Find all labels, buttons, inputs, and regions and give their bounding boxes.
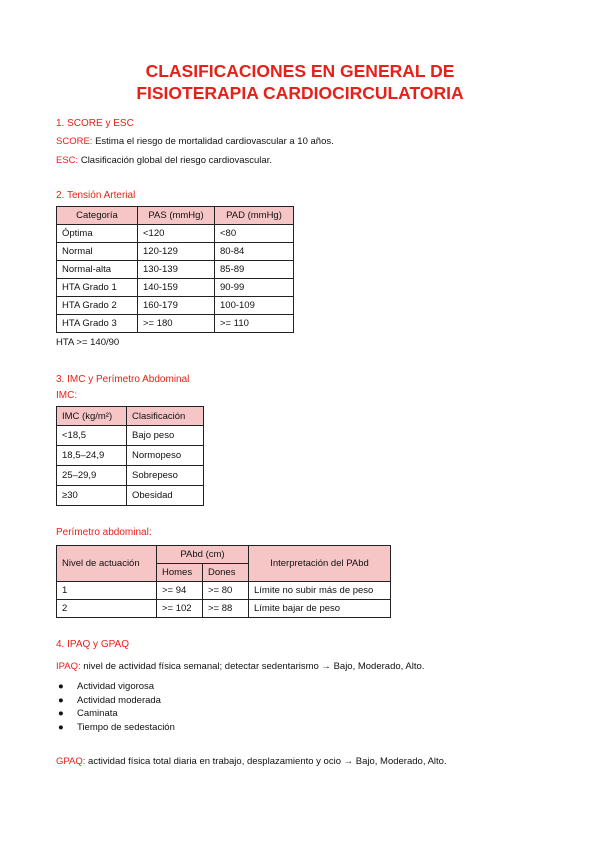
section-4-heading: 4. IPAQ y GPAQ: [56, 639, 129, 650]
esc-key: ESC:: [56, 155, 79, 166]
imc-table: [56, 406, 204, 506]
table-cell: Obesidad: [127, 486, 204, 506]
table-cell: 140-159: [138, 279, 215, 297]
table-cell: Sobrepeso: [127, 466, 204, 486]
hta-note: HTA >= 140/90: [56, 337, 120, 348]
table-cell: ≥30: [57, 486, 127, 506]
table-row: [57, 582, 391, 600]
table-cell: Normal: [57, 243, 138, 261]
table-row: [57, 261, 294, 279]
tension-header-cell: PAD (mmHg): [215, 207, 294, 225]
table-cell: Óptima: [57, 225, 138, 243]
list-item: [56, 707, 175, 721]
bullet-icon: ●: [58, 694, 64, 706]
section-2-heading: 2. Tensión Arterial: [56, 190, 136, 201]
list-item-text: Actividad vigorosa: [77, 681, 155, 692]
table-cell: 18,5–24,9: [57, 446, 127, 466]
section-3-heading: 3. IMC y Perímetro Abdominal: [56, 374, 190, 385]
pabd-header-pabd: PAbd (cm): [157, 546, 249, 564]
table-cell: 85-89: [215, 261, 294, 279]
table-cell: >= 88: [203, 600, 249, 618]
title-line-1: CLASIFICACIONES EN GENERAL DE: [145, 61, 455, 81]
table-row: [57, 225, 294, 243]
table-cell: >= 180: [138, 315, 215, 333]
imc-label: IMC:: [56, 390, 78, 401]
table-cell: >= 102: [157, 600, 203, 618]
table-row: [57, 279, 294, 297]
table-row: [57, 466, 204, 486]
pabd-header-nivel: Nivel de actuación: [57, 546, 157, 582]
section-1-heading: 1. SCORE y ESC: [56, 118, 134, 129]
table-cell: 1: [57, 582, 157, 600]
table-cell: 160-179: [138, 297, 215, 315]
page-title: [0, 60, 600, 104]
table-row: [57, 446, 204, 466]
pabd-header-interp: Interpretación del PAbd: [249, 546, 391, 582]
imc-header-cell: Clasificación: [127, 407, 204, 426]
list-item: [56, 694, 175, 708]
esc-text: Clasificación global del riesgo cardiovascular.: [78, 155, 272, 166]
title-line-2: FISIOTERAPIA CARDIOCIRCULATORIA: [136, 83, 464, 103]
table-row: [57, 486, 204, 506]
score-key: SCORE:: [56, 136, 93, 147]
list-item-text: Actividad moderada: [77, 694, 161, 706]
table-cell: 25–29,9: [57, 466, 127, 486]
table-cell: >= 94: [157, 582, 203, 600]
table-cell: HTA Grado 3: [57, 315, 138, 333]
table-row: [57, 426, 204, 446]
pabd-header-homes: Homes: [157, 564, 203, 582]
table-cell: 80-84: [215, 243, 294, 261]
ipaq-bullet-list: [56, 680, 175, 734]
table-cell: 130-139: [138, 261, 215, 279]
table-cell: <80: [215, 225, 294, 243]
table-cell: >= 110: [215, 315, 294, 333]
bullet-icon: ●: [58, 708, 64, 719]
table-cell: <18,5: [57, 426, 127, 446]
ipaq-key: IPAQ:: [56, 661, 81, 672]
gpaq-text: actividad física total diaria en trabajo, desplazamiento y ocio → Bajo, Moderado, Alto.: [85, 756, 447, 767]
table-cell: <120: [138, 225, 215, 243]
table-cell: HTA Grado 2: [57, 297, 138, 315]
table-cell: Normopeso: [127, 446, 204, 466]
table-cell: Normal-alta: [57, 261, 138, 279]
pabd-table: [56, 545, 391, 618]
score-line: [56, 136, 334, 147]
list-item-text: Tiempo de sedestación: [77, 721, 175, 733]
tension-table: [56, 206, 294, 333]
ipaq-line: [56, 661, 424, 672]
list-item: [56, 680, 175, 694]
pabd-label: Perímetro abdominal:: [56, 527, 152, 538]
tension-header-cell: PAS (mmHg): [138, 207, 215, 225]
ipaq-text: nivel de actividad física semanal; detectar sedentarismo → Bajo, Moderado, Alto.: [80, 661, 425, 672]
table-cell: Bajo peso: [127, 426, 204, 446]
table-cell: Límite bajar de peso: [249, 600, 391, 618]
table-cell: 2: [57, 600, 157, 618]
gpaq-key: GPAQ:: [56, 756, 86, 767]
tension-header-cell: Categoría: [57, 207, 138, 225]
table-cell: 90-99: [215, 279, 294, 297]
imc-header-cell: IMC (kg/m²): [57, 407, 127, 426]
pabd-header-dones: Dones: [203, 564, 249, 582]
score-text: Estima el riesgo de mortalidad cardiovascular a 10 años.: [92, 136, 334, 147]
table-row: [57, 600, 391, 618]
bullet-icon: ●: [58, 681, 64, 692]
table-cell: 100-109: [215, 297, 294, 315]
table-row: [57, 297, 294, 315]
esc-line: [56, 155, 272, 166]
table-row: [57, 243, 294, 261]
table-cell: 120-129: [138, 243, 215, 261]
table-cell: HTA Grado 1: [57, 279, 138, 297]
gpaq-line: [56, 756, 447, 767]
table-cell: >= 80: [203, 582, 249, 600]
table-row: [57, 315, 294, 333]
table-cell: Límite no subir más de peso: [249, 582, 391, 600]
list-item-text: Caminata: [77, 708, 118, 719]
bullet-icon: ●: [58, 721, 64, 733]
list-item: [56, 721, 175, 735]
